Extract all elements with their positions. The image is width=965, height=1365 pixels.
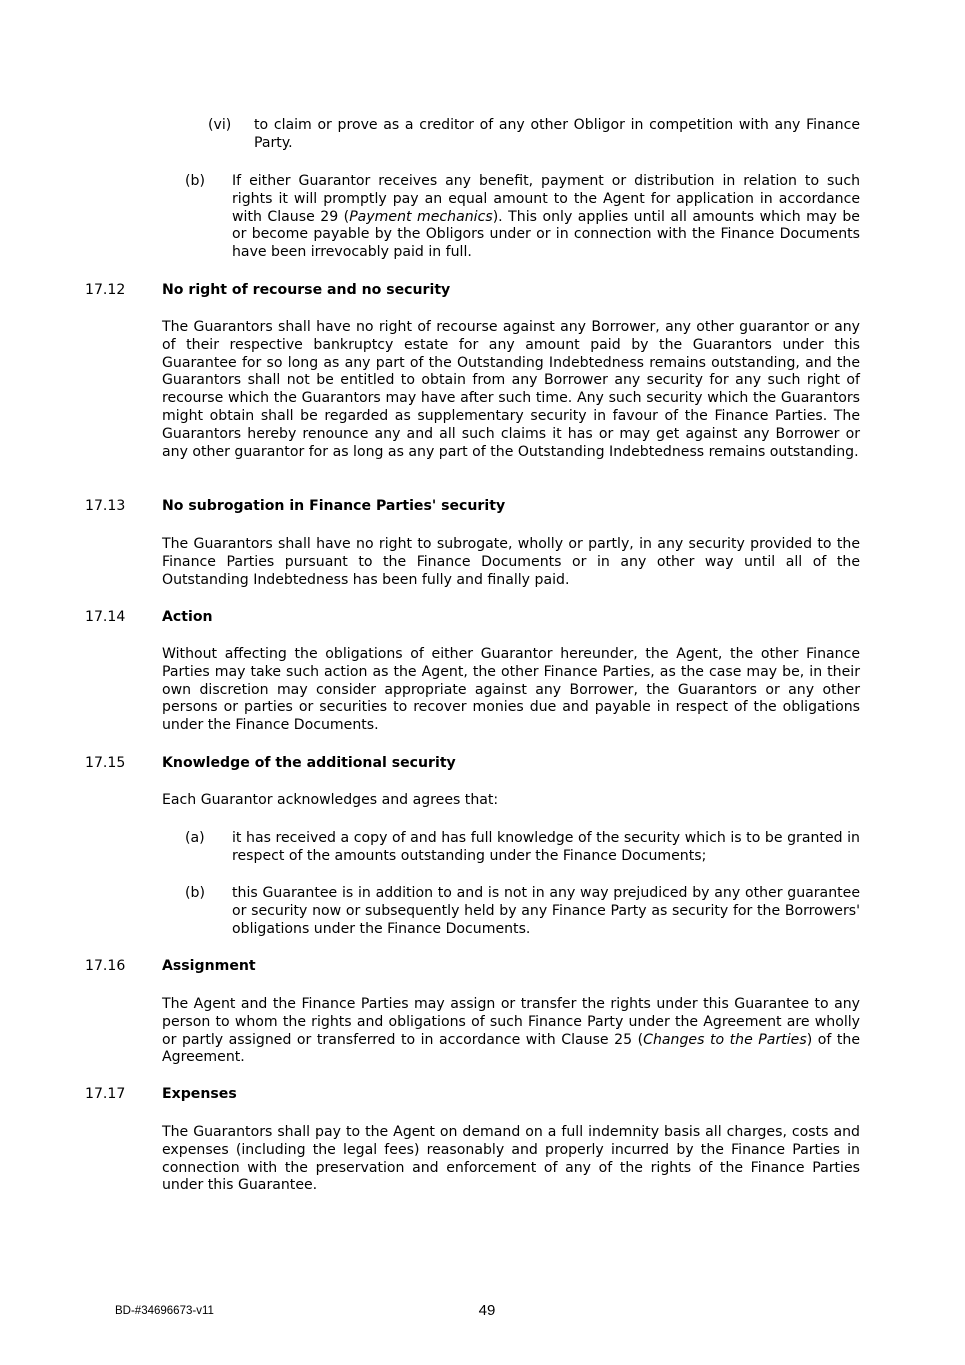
list-item-vi-text: to claim or prove as a creditor of any other Obligor in competition with any Finance Party. xyxy=(254,117,860,151)
list-label-vi: (vi) xyxy=(208,117,232,133)
list-label-a: (a) xyxy=(185,830,205,846)
section-heading-17-17: Expenses xyxy=(162,1086,237,1102)
list-item-a-text: it has received a copy of and has full knowledge of the security which is to be granted in respect of the amounts outstanding under the Finance Documents; xyxy=(232,830,860,864)
list-item-b-text: If either Guarantor receives any benefit, payment or distribution in relation to such rights it will promptly pay an equal amount to the Agent for application in accordance with Clause 29 (Payment mechanics). This only applies until all amounts which may be or become payable by the Obligors under or in connection with the Finance Documents have been irrevocably paid in full. xyxy=(232,173,860,261)
section-body-17-13: The Guarantors shall have no right to subrogate, wholly or partly, in any security provided to the Finance Parties pursuant to the Finance Documents or in any other way until all of the Outstanding Indebtedness has been fully and finally paid. xyxy=(162,536,860,588)
section-number-17-13: 17.13 xyxy=(85,498,126,514)
section-heading-17-12: No right of recourse and no security xyxy=(162,282,451,298)
section-number-17-17: 17.17 xyxy=(85,1086,126,1102)
clause-reference-italic: Changes to the Parties xyxy=(643,1031,807,1048)
section-body-17-17: The Guarantors shall pay to the Agent on demand on a full indemnity basis all charges, costs and expenses (including the legal fees) reasonably and properly incurred by the Finance Parties in connection with the preservation and enforcement of any of the rights of the Finance Parties under this Guarantee. xyxy=(162,1124,860,1194)
section-body-17-12: The Guarantors shall have no right of recourse against any Borrower, any other guarantor or any of their respective bankruptcy estate for any amount paid by the Guarantors under this Guarantee for so long as any part of the Outstanding Indebtedness remains outstanding, and the Guarantors shall not be entitled to obtain from any Borrower any security for any such right of recourse which the Guarantors may have after such time. Any such security which the Guarantors might obtain shall be regarded as supplementary security in favour of the Finance Parties. The Guarantors hereby renounce any and all such claims it has or may get against any Borrower or any other guarantor for as long as any part of the Outstanding Indebtedness remains outstanding. xyxy=(162,319,860,460)
clause-reference-italic: Payment mechanics xyxy=(349,208,493,225)
section-number-17-15: 17.15 xyxy=(85,755,126,771)
page-number: 49 xyxy=(478,1302,496,1319)
list-label-b2: (b) xyxy=(185,885,205,901)
list-item-b2-text: this Guarantee is in addition to and is not in any way prejudiced by any other guarantee or security now or subsequently held by any Finance Party as security for the Borrowers' obligations under the Finance Documents. xyxy=(232,885,860,937)
section-number-17-12: 17.12 xyxy=(85,282,126,298)
list-label-b: (b) xyxy=(185,173,205,189)
section-heading-17-15: Knowledge of the additional security xyxy=(162,755,456,771)
document-reference: BD-#34696673-v11 xyxy=(115,1305,214,1317)
section-heading-17-13: No subrogation in Finance Parties' security xyxy=(162,498,506,514)
section-number-17-14: 17.14 xyxy=(85,609,126,625)
section-body-17-15: Each Guarantor acknowledges and agrees that: xyxy=(162,792,499,808)
section-body-17-14: Without affecting the obligations of either Guarantor hereunder, the Agent, the other Finance Parties may take such action as the Agent, the other Finance Parties, as the case may be, in their own discretion may consider appropriate against any Borrower, the Guarantors or any other persons or parties or securities to recover monies due and payable in respect of the obligations under the Finance Documents. xyxy=(162,646,860,734)
section-body-17-16: The Agent and the Finance Parties may assign or transfer the rights under this Guarantee to any person to whom the rights and obligations of such Finance Party under the Agreement are wholly or partly assigned or transferred to in accordance with Clause 25 (Changes to the Parties) of the Agreement. xyxy=(162,996,860,1066)
section-heading-17-16: Assignment xyxy=(162,958,256,974)
section-number-17-16: 17.16 xyxy=(85,958,126,974)
section-heading-17-14: Action xyxy=(162,609,213,625)
